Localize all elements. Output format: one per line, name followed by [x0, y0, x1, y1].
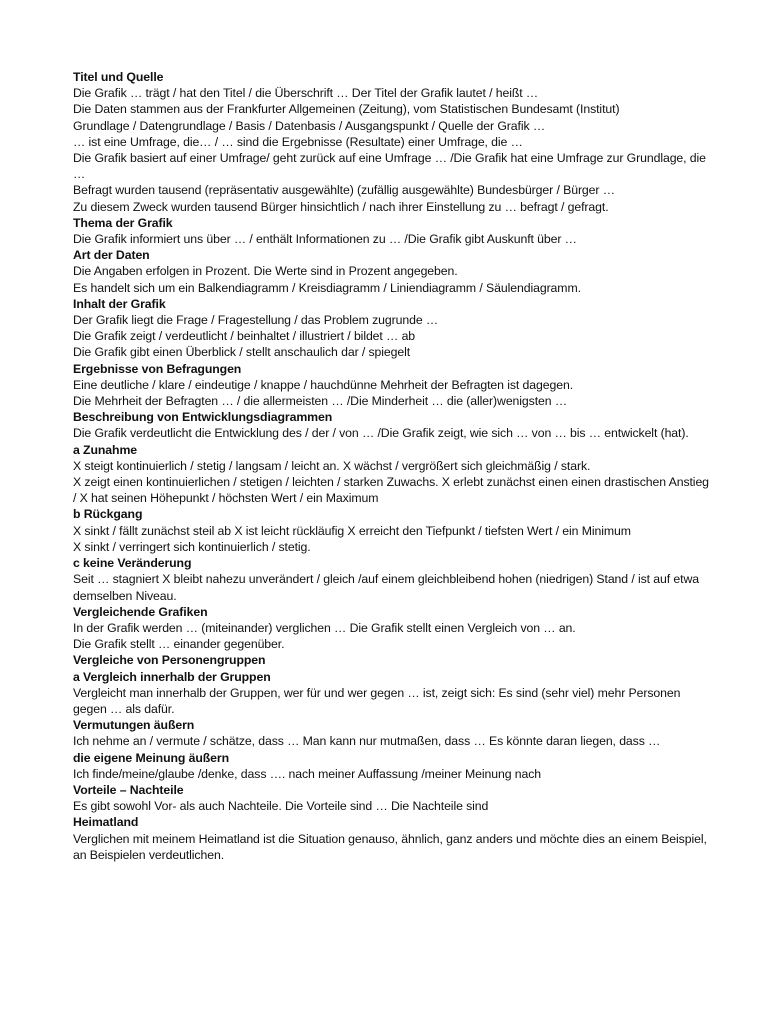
paragraph-line: Ich finde/meine/glaube /denke, dass …. nach meiner Auffassung /meiner Meinung nach: [73, 766, 542, 781]
document-page: [73, 69, 713, 863]
paragraph-line: Die Grafik gibt einen Überblick / stellt anschaulich dar / spiegelt: [73, 345, 411, 360]
subsection-heading: c keine Veränderung: [73, 556, 192, 571]
paragraph-line: In der Grafik werden … (miteinander) verglichen … Die Grafik stellt einen Vergleich von … an.: [73, 620, 576, 635]
section-heading: Vergleichende Grafiken: [73, 604, 208, 619]
paragraph-line: Es handelt sich um ein Balkendiagramm / Kreisdiagramm / Liniendiagramm / Säulendiagramm.: [73, 280, 581, 295]
subsection-heading: b Rückgang: [73, 507, 143, 522]
paragraph-line: X sinkt / fällt zunächst steil ab X ist leicht rückläufig X erreicht den Tiefpunkt / tiefsten Wert / ein Minimum: [73, 523, 631, 538]
section-heading: Beschreibung von Entwicklungsdiagrammen: [73, 410, 333, 425]
paragraph-line: Die Grafik … trägt / hat den Titel / die Überschrift … Der Titel der Grafik lautet / heißt …: [73, 86, 539, 101]
section-heading: Vorteile – Nachteile: [73, 782, 184, 797]
paragraph-line: Befragt wurden tausend (repräsentativ ausgewählte) (zufällig ausgewählte) Bundesbürger / Bürger …: [73, 183, 615, 198]
subsection-heading: a Zunahme: [73, 442, 138, 457]
section-heading: Vermutungen äußern: [73, 718, 195, 733]
paragraph-line: Die Grafik basiert auf einer Umfrage/ geht zurück auf eine Umfrage … /Die Grafik hat eine Umfrage zur Grundlage, die …: [73, 151, 706, 182]
paragraph-line: … ist eine Umfrage, die… / … sind die Ergebnisse (Resultate) einer Umfrage, die …: [73, 134, 523, 149]
section-heading: Ergebnisse von Befragungen: [73, 361, 242, 376]
paragraph-line: X sinkt / verringert sich kontinuierlich / stetig.: [73, 539, 311, 554]
section-heading: die eigene Meinung äußern: [73, 750, 230, 765]
paragraph-line: Grundlage / Datengrundlage / Basis / Datenbasis / Ausgangspunkt / Quelle der Grafik …: [73, 118, 546, 133]
paragraph-line: Zu diesem Zweck wurden tausend Bürger hinsichtlich / nach ihrer Einstellung zu … befragt / gefragt.: [73, 199, 609, 214]
section-heading: Inhalt der Grafik: [73, 296, 166, 311]
paragraph-line: Eine deutliche / klare / eindeutige / knappe / hauchdünne Mehrheit der Befragten ist dagegen.: [73, 377, 574, 392]
subsection-heading: a Vergleich innerhalb der Gruppen: [73, 669, 271, 684]
section-heading: Thema der Grafik: [73, 215, 173, 230]
paragraph-line: Die Grafik stellt … einander gegenüber.: [73, 637, 285, 652]
paragraph-line: Seit … stagniert X bleibt nahezu unverändert / gleich /auf einem gleichbleibend hohen (niedrigen) Stand / ist auf etwa demselben Niveau.: [73, 572, 699, 603]
section-heading: Titel und Quelle: [73, 70, 164, 84]
paragraph-line: Die Grafik informiert uns über … / enthält Informationen zu … /Die Grafik gibt Auskunft über …: [73, 232, 577, 247]
paragraph-line: Der Grafik liegt die Frage / Fragestellung / das Problem zugrunde …: [73, 313, 439, 328]
paragraph-line: Ich nehme an / vermute / schätze, dass … Man kann nur mutmaßen, dass … Es könnte daran liegen, dass …: [73, 734, 661, 749]
paragraph-line: X zeigt einen kontinuierlichen / stetigen / leichten / starken Zuwachs. X erlebt zunächst einen einen drastischen Anstieg / X hat seinen Höhepunkt / höchsten Wert / ein Maximum: [73, 475, 709, 506]
paragraph-line: Die Mehrheit der Befragten … / die allermeisten … /Die Minderheit … die (aller)wenigsten …: [73, 394, 568, 409]
paragraph-line: X steigt kontinuierlich / stetig / langsam / leicht an. X wächst / vergrößert sich gleichmäßig / stark.: [73, 458, 591, 473]
paragraph-line: Die Daten stammen aus der Frankfurter Allgemeinen (Zeitung), vom Statistischen Bundesamt (Institut): [73, 102, 620, 117]
paragraph-line: Verglichen mit meinem Heimatland ist die Situation genauso, ähnlich, ganz anders und möchte dies an einem Beispiel, an Beispielen verdeutlichen.: [73, 831, 707, 862]
section-heading: Heimatland: [73, 815, 139, 830]
section-heading: Vergleiche von Personengruppen: [73, 653, 266, 668]
paragraph-line: Die Angaben erfolgen in Prozent. Die Werte sind in Prozent angegeben.: [73, 264, 458, 279]
paragraph-line: Die Grafik zeigt / verdeutlicht / beinhaltet / illustriert / bildet … ab: [73, 329, 416, 344]
paragraph-line: Die Grafik verdeutlicht die Entwicklung des / der / von … /Die Grafik zeigt, wie sich … von … bis … entwickelt (hat).: [73, 426, 689, 441]
section-heading: Art der Daten: [73, 248, 150, 263]
paragraph-line: Vergleicht man innerhalb der Gruppen, wer für und wer gegen … ist, zeigt sich: Es sind (sehr viel) mehr Personen gegen … als dafür.: [73, 685, 681, 716]
paragraph-line: Es gibt sowohl Vor- als auch Nachteile. Die Vorteile sind … Die Nachteile sind: [73, 799, 489, 814]
